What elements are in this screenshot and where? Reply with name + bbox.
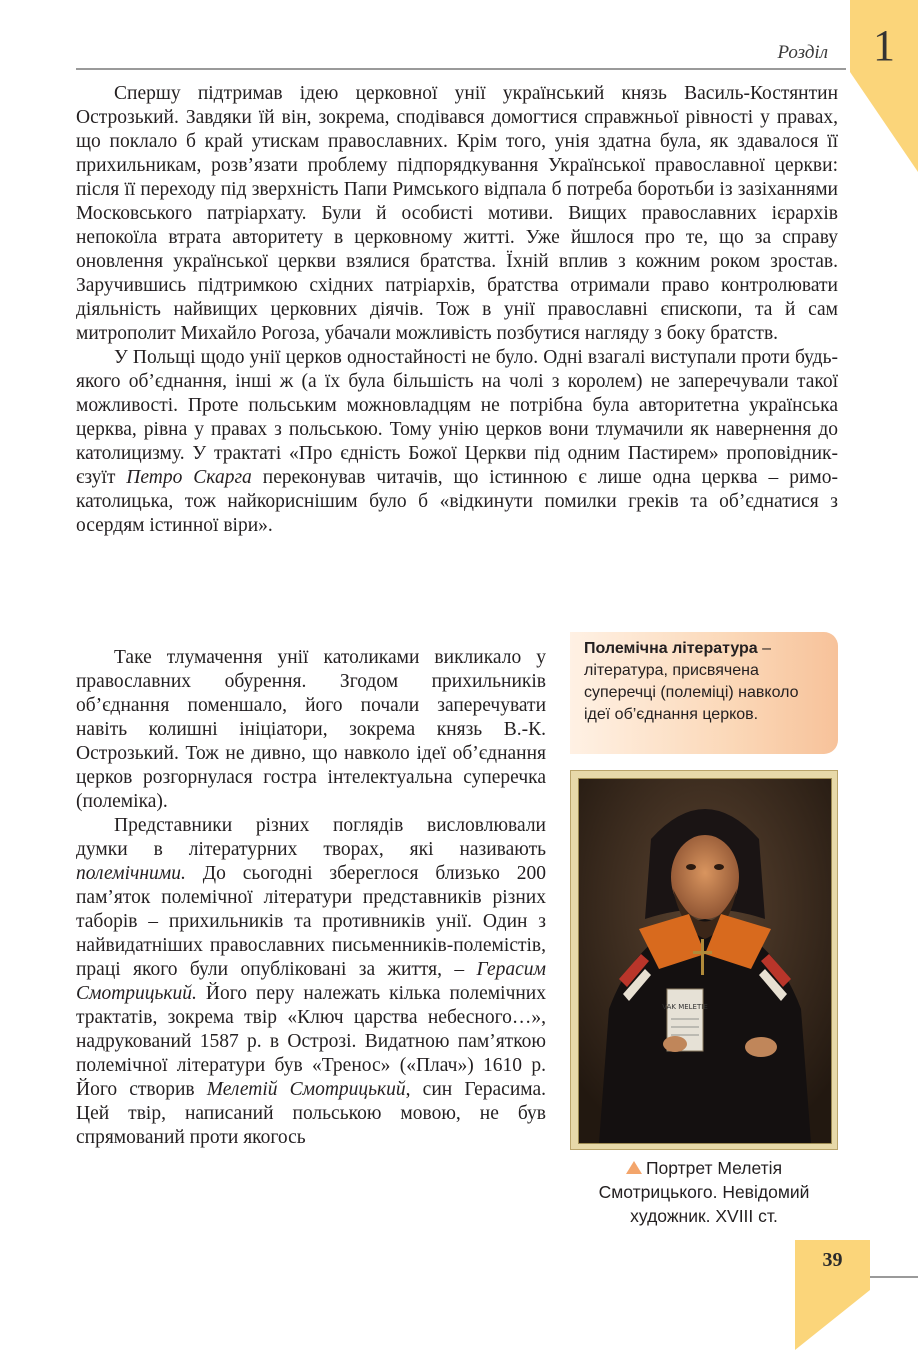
paragraph-3: Таке тлумачення унії католиками викликало у православних обурення. Згодом прихильників об’єднання поменшало, його почали заперечувати навіть колишні ініціатори, зокрема князь В.-К. Острозький. Тож не дивно, що навколо ідеї об’єднання церков розгорнулася гостра інтелектуальна суперечка (полеміка). <box>76 647 546 812</box>
paragraph-2: У Польщі щодо унії церков одностайності не було. Одні взагалі виступали проти будь-якого об’єднання, інші ж (а їх була більшість на чолі з королем) не заперечували такої можливості. Проте польським можновладцям не потрібна була авторитетна українська церква, рівна у правах з польською. Тому унію церков вони тлумачили як навернення до католицизму. У трактаті «Про єдність Божої Церкви під одним Пастирем» проповідник-єзуїт Петро Скарга переконував читачів, що істинною є лише одна церква – римо-католицька, тож найкориснішим було б «відкинути помилки греків та об’єднатися з осердям істинної віри». <box>76 347 838 536</box>
section-tab-point <box>850 72 918 172</box>
book-text: VAK MELETIE <box>662 1003 708 1011</box>
paragraph-1: Спершу підтримав ідею церковної унії український князь Василь-Костянтин Острозький. Завдяки їй він, зокрема, сподівався домогтися справжньої рівності у правах, що поклало б край утискам православних. Крім того, унія здатна була, як здавалося її прихильникам, розв’язати проблему підпорядкування Української православної церкви: після її переходу під зверхність Папи Римського відпала б потреба боротьби із зазіханнями Московського патріархату. Були й особисті мотиви. Вищих православних ієрархів непокоїла втрата авторитету в церковному житті. Уже йшлося про те, що за справу оновлення української церкви взялися братства. Їхній вплив з кожним роком зростав. Заручившись підтримкою східних патріархів, братства отримали право контролювати діяльність найвищих церковних діячів. Тож в унії православні єпископи, та й сам митрополит Михайло Рогоза, убачали можливість позбутися нагляду з боку братств. <box>76 83 838 344</box>
caption-triangle-icon <box>626 1161 642 1174</box>
definition-text: – література, присвячена суперечці (полеміці) навколо ідеї об’єднання церков. <box>584 640 799 723</box>
portrait-image <box>578 778 832 1144</box>
footer-rule <box>870 1276 918 1278</box>
definition-term: Полемічна література <box>584 640 758 657</box>
portrait-illustration <box>579 779 831 1143</box>
header-rule <box>76 68 846 70</box>
section-label: Розділ <box>777 42 828 63</box>
name-gerasym: Герасим Смотрицький. <box>76 959 546 1004</box>
definition-box <box>570 632 838 754</box>
page-number: 39 <box>822 1249 843 1271</box>
section-number: 1 <box>873 21 895 70</box>
name-skarga: Петро Скарга <box>126 467 252 488</box>
main-text-upper <box>76 82 838 538</box>
name-meletii: Мелетій Смотрицький <box>206 1079 406 1100</box>
page-tab-point <box>795 1290 870 1350</box>
portrait-caption: Портрет Мелетія Смотрицького. Невідомий художник. XVIII ст. <box>598 1158 810 1226</box>
main-text-lower <box>76 646 546 1150</box>
paragraph-4: Представники різних поглядів висловлювали думки в літературних творах, які називають полемічними. До сьогодні збереглося близько 200 пам’яток полемічної літератури представників різних таборів – прихильників та противників унії. Один з найвидатніших православних письменників-полемістів, праці якого були опубліковані за життя, – Герасим Смотрицький. Його перу належать кілька полемічних трактатів, зокрема твір «Ключ царства небесного…», надрукований 1587 р. в Острозі. Видатною пам’яткою полемічної літератури був «Тренос» («Плач») 1610 р. Його створив Мелетій Смотрицький, син Герасима. Цей твір, написаний польською мовою, не був спрямований проти якогось <box>76 815 546 1148</box>
portrait-frame <box>570 770 838 1150</box>
term-polemical: полемічними. <box>76 863 186 884</box>
